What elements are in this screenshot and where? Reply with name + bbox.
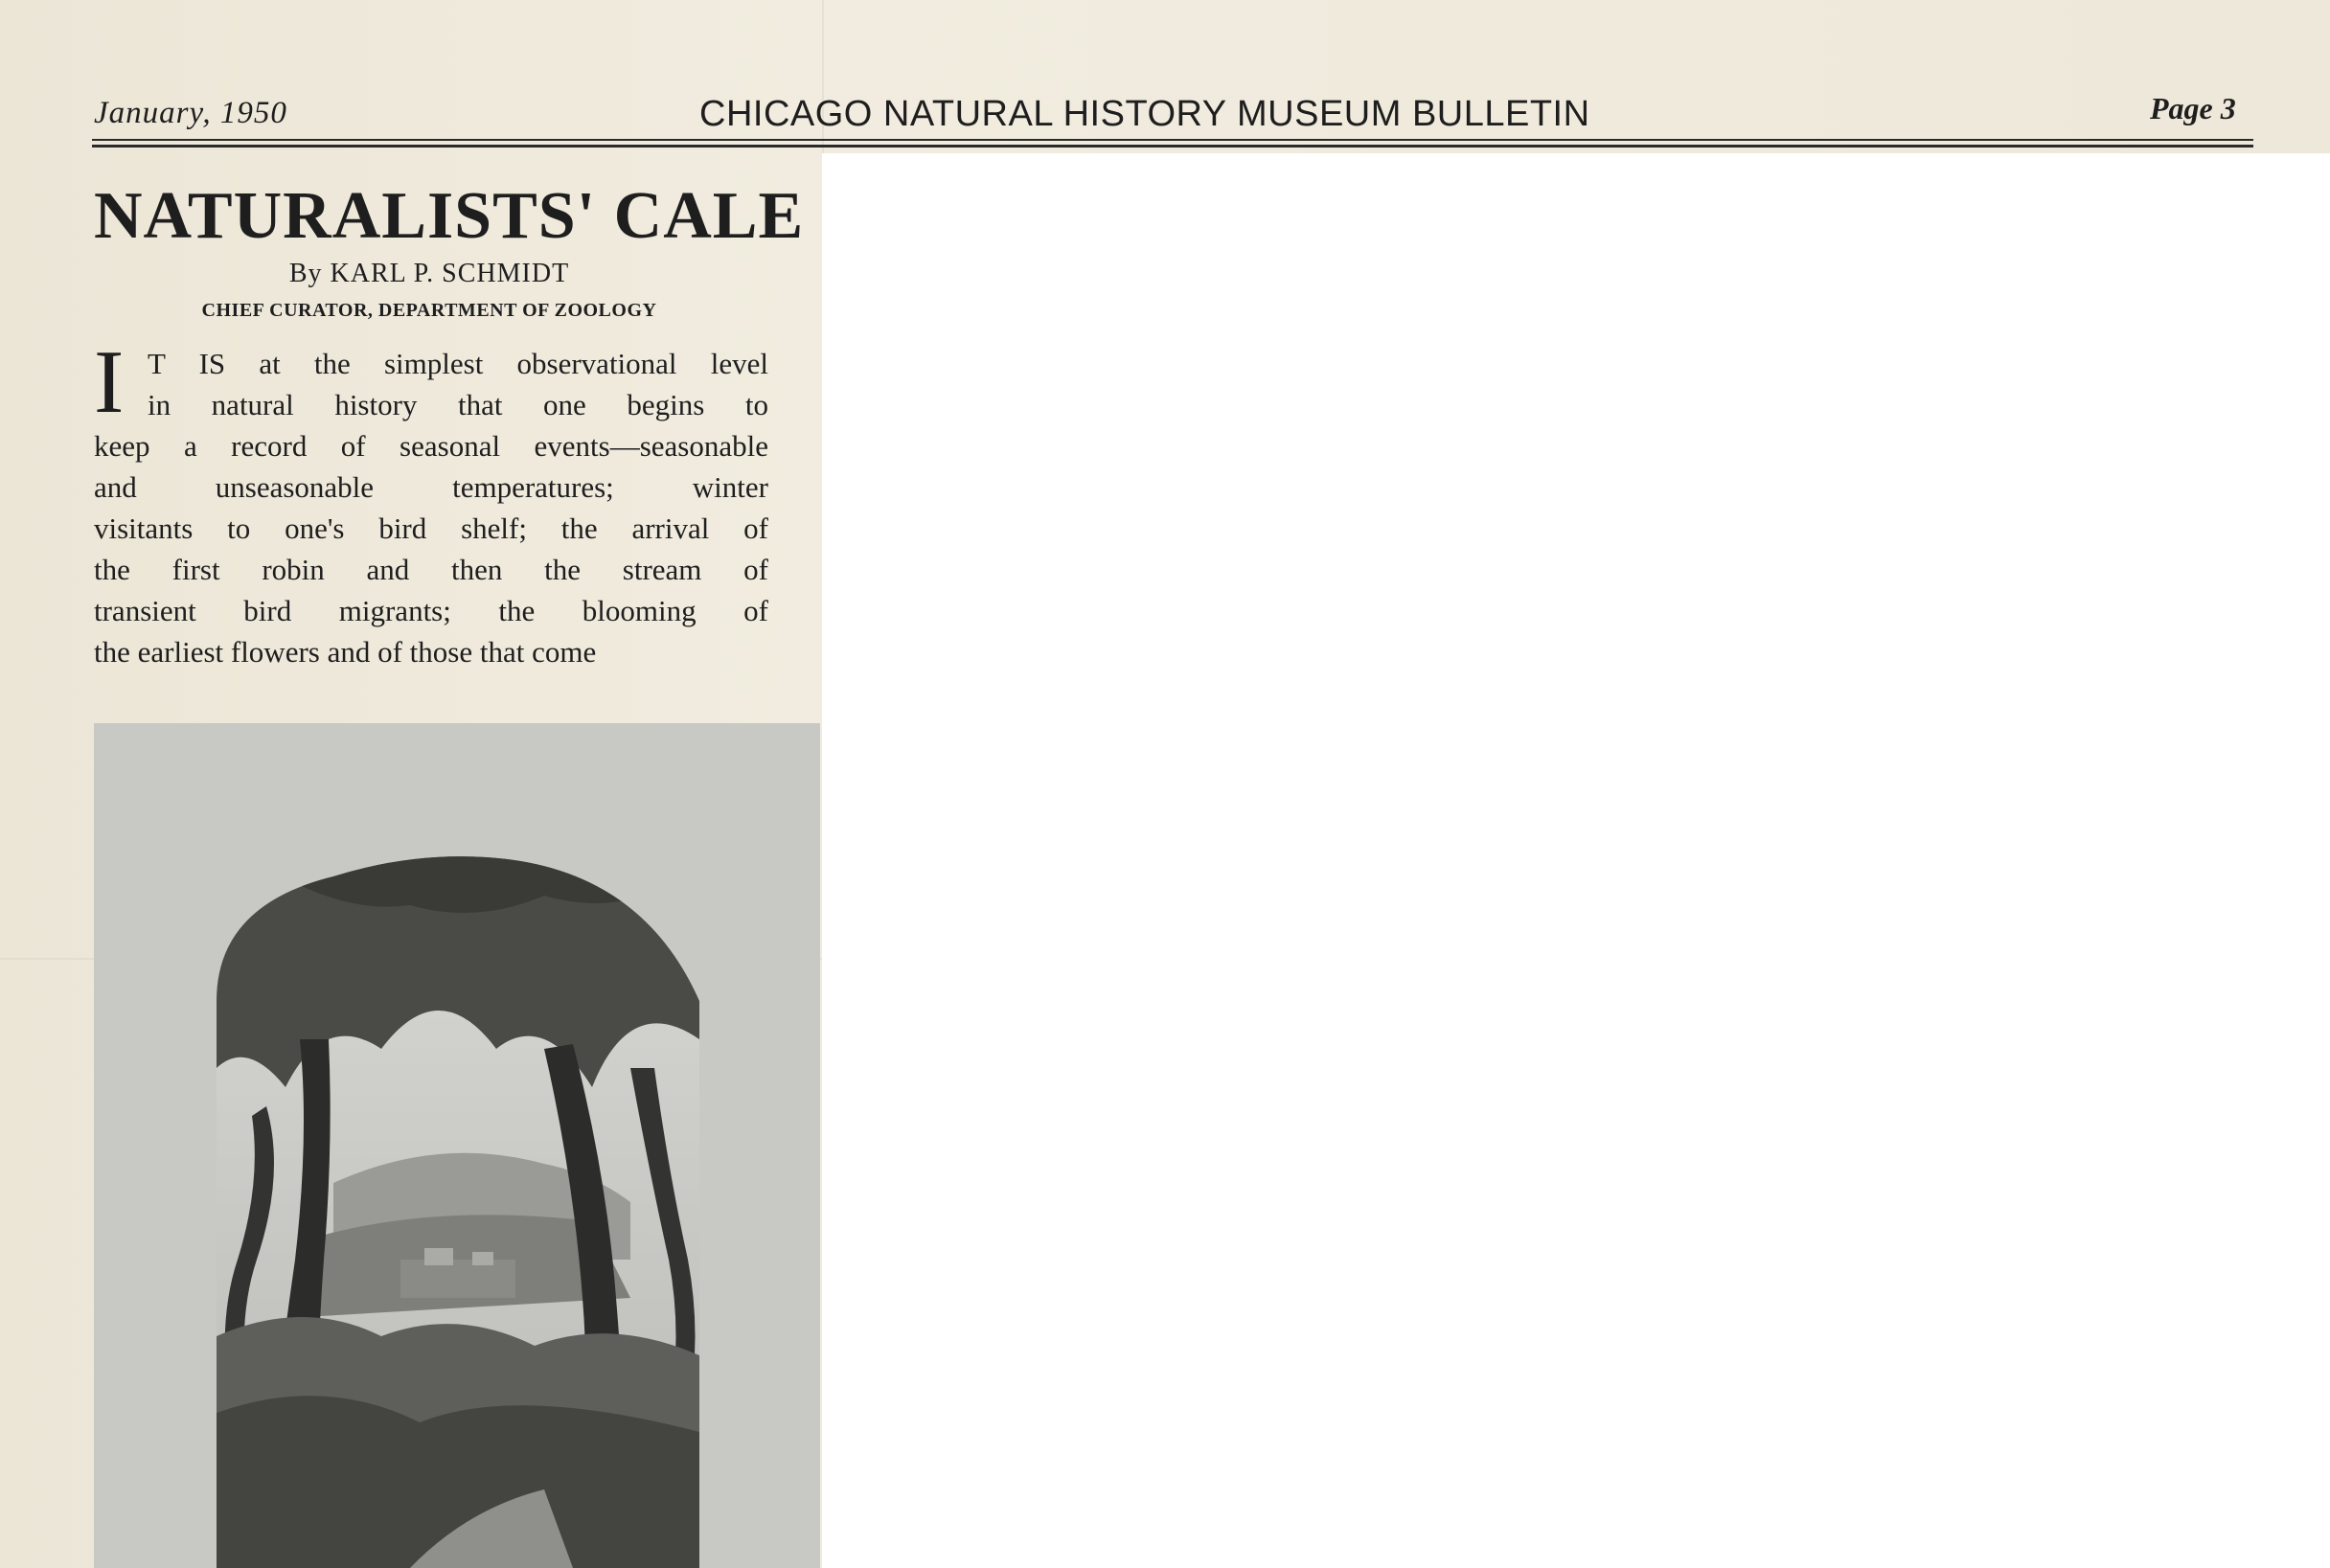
drop-cap: I	[94, 332, 125, 432]
body-line: keep a record of seasonal events—seasonable	[94, 429, 768, 463]
body-line: transient bird migrants; the blooming of	[94, 594, 768, 627]
issue-date: January, 1950	[94, 96, 287, 130]
landscape-engraving	[94, 723, 820, 1568]
header-rule	[92, 139, 2253, 141]
body-line: the first robin and then the stream of	[94, 553, 768, 586]
page-number: Page 3	[2150, 91, 2236, 125]
byline: By KARL P. SCHMIDT	[288, 259, 570, 288]
article-headline: NATURALISTS' CALE	[94, 179, 805, 253]
body-line: in natural history that one begins to	[148, 388, 768, 421]
body-line: and unseasonable temperatures; winter	[94, 470, 768, 504]
engraving-illustration	[94, 723, 820, 1568]
body-line: the earliest flowers and of those that come	[94, 635, 597, 669]
body-line: visitants to one's bird shelf; the arrival of	[94, 511, 768, 545]
header-rule-double	[92, 145, 2253, 148]
blank-region	[822, 153, 2330, 1568]
body-line: T IS at the simplest observational level	[148, 347, 768, 380]
publication-title: CHICAGO NATURAL HISTORY MUSEUM BULLETIN	[699, 94, 1590, 134]
article-body	[94, 332, 768, 672]
author-role: CHIEF CURATOR, DEPARTMENT OF ZOOLOGY	[201, 300, 657, 321]
